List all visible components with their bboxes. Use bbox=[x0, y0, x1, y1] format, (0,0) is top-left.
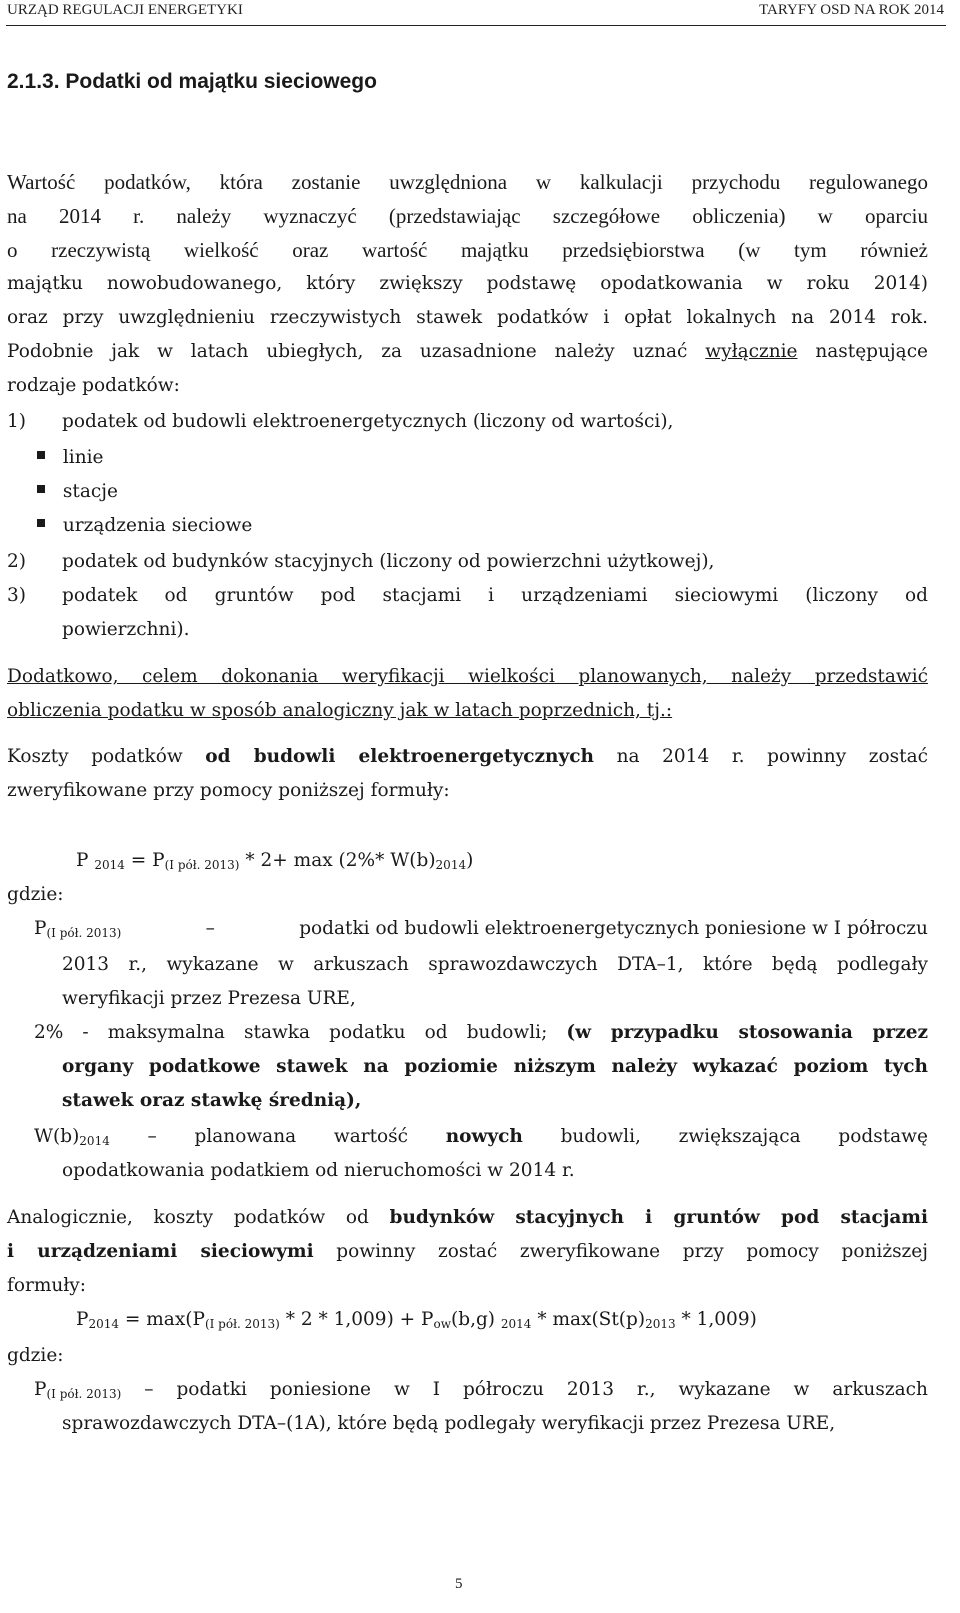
p4-text-a: Koszty podatków bbox=[7, 746, 183, 767]
p2-text-c: następujące bbox=[815, 341, 928, 362]
formula-1-sub-year: 2014 bbox=[94, 858, 125, 872]
formula-2-p: P bbox=[76, 1309, 89, 1330]
formula-2-t3: (b,g) bbox=[451, 1309, 501, 1330]
def1-line-3: weryfikacji przez Prezesa URE, bbox=[62, 988, 356, 1009]
def1-p: P bbox=[34, 918, 47, 939]
list-item-3: podatek od gruntów pod stacjami i urządzeniami sieciowymi (liczony od bbox=[62, 585, 928, 606]
def4-word: arkuszach bbox=[832, 1379, 928, 1400]
list-num-1: 1) bbox=[7, 411, 26, 432]
def4-word: 2013 bbox=[566, 1379, 614, 1400]
p3-line-1: Dodatkowo, celem dokonania weryfikacji wielkości planowanych, należy przedstawić bbox=[7, 666, 928, 687]
def2-text-a: 2% - maksymalna stawka podatku od budowli; bbox=[34, 1022, 548, 1043]
formula-2-t4: * max(St(p) bbox=[531, 1309, 646, 1330]
def3-symbol bbox=[34, 1122, 110, 1156]
header-left: URZĄD REGULACJI ENERGETYKI bbox=[7, 2, 243, 18]
def2-line-3 bbox=[62, 1086, 361, 1116]
list-num-2: 2) bbox=[7, 551, 26, 572]
def4-line-2: sprawozdawczych DTA–(1A), które będą podlegały weryfikacji przez Prezesa URE, bbox=[62, 1413, 836, 1434]
p4-bold: od budowli elektroenergetycznych bbox=[205, 746, 594, 767]
def4-symbol bbox=[34, 1375, 121, 1409]
bullet-text: linie bbox=[62, 447, 104, 468]
p5-text-a: Analogicznie, koszty podatków od bbox=[7, 1207, 369, 1228]
def3-word-f: zwiększająca bbox=[678, 1126, 801, 1147]
def4-word: I bbox=[432, 1379, 441, 1400]
def4-line-1 bbox=[34, 1375, 928, 1409]
def3-bold: nowych bbox=[445, 1126, 523, 1147]
p2-line-1 bbox=[7, 337, 928, 367]
formula-1-end: ) bbox=[466, 850, 474, 871]
p5-bold-1: budynków stacyjnych i gruntów pod stacjami bbox=[389, 1207, 928, 1228]
section-title: 2.1.3. Podatki od majątku sieciowego bbox=[7, 70, 377, 93]
p1-line-2: na 2014 r. należy wyznaczyć (przedstawiając szczegółowe obliczenia) w oparciu bbox=[7, 204, 928, 228]
def2-line-1 bbox=[34, 1018, 928, 1048]
square-bullet-icon bbox=[37, 519, 45, 527]
formula-1-p: P bbox=[76, 850, 89, 871]
p2-line-2: rodzaje podatków: bbox=[7, 375, 180, 396]
square-bullet-icon bbox=[37, 485, 45, 493]
formula-2-sub-5: 2013 bbox=[645, 1317, 676, 1331]
def2-bold: (w przypadku stosowania przez bbox=[566, 1022, 928, 1043]
formula-2 bbox=[76, 1305, 757, 1339]
p1-line-1: Wartość podatków, która zostanie uwzględniona w kalkulacji przychodu regulowanego bbox=[7, 170, 928, 194]
def3-word-c: wartość bbox=[333, 1126, 408, 1147]
def4-word: półroczu bbox=[462, 1379, 544, 1400]
list-num-3: 3) bbox=[7, 585, 26, 606]
def1-sub: (I pół. 2013) bbox=[46, 926, 122, 940]
bullet-text: urządzenia sieciowe bbox=[62, 515, 253, 536]
gdzie-label-2: gdzie: bbox=[7, 1345, 64, 1366]
def4-sub: (I pół. 2013) bbox=[46, 1387, 122, 1401]
def4-word: poniesione bbox=[269, 1379, 371, 1400]
def3-word-b: planowana bbox=[194, 1126, 297, 1147]
p1-line-3: o rzeczywistą wielkość oraz wartość majątku przedsiębiorstwa (w tym również bbox=[7, 238, 928, 262]
formula-2-sub-3: ow bbox=[433, 1317, 452, 1331]
p1-line-5: oraz przy uwzględnieniu rzeczywistych stawek podatków i opłat lokalnych na 2014 rok. bbox=[7, 307, 928, 328]
def4-word: – bbox=[144, 1379, 154, 1400]
def4-word: w bbox=[393, 1379, 410, 1400]
def2-bold-end: stawek oraz stawkę średnią), bbox=[62, 1090, 362, 1111]
page-number: 5 bbox=[455, 1576, 463, 1592]
bullet-item-3 bbox=[37, 511, 252, 541]
formula-1-eq: = P bbox=[124, 850, 165, 871]
def1-dash: – bbox=[205, 918, 215, 939]
list-item-2: podatek od budynków stacyjnych (liczony od powierzchni użytkowej), bbox=[62, 551, 715, 572]
p4-line-2: zweryfikowane przy pomocy poniższej formuły: bbox=[7, 780, 450, 801]
p5-line-3: formuły: bbox=[7, 1275, 86, 1296]
formula-1-mid: * 2+ max (2%* W(b) bbox=[239, 850, 436, 871]
header-rule bbox=[6, 25, 946, 26]
bullet-item-1 bbox=[37, 443, 104, 473]
list-item-1: podatek od budowli elektroenergetycznych (liczony od wartości), bbox=[62, 411, 674, 432]
formula-1-sub-wb: 2014 bbox=[435, 858, 467, 872]
bullet-text: stacje bbox=[62, 481, 118, 502]
def3-dash: – bbox=[147, 1126, 157, 1147]
gdzie-label-1: gdzie: bbox=[7, 884, 64, 905]
p3-line-2: obliczenia podatku w sposób analogiczny jak w latach poprzednich, tj.: bbox=[7, 700, 673, 721]
def1-symbol bbox=[34, 914, 121, 948]
def4-word: podatki bbox=[176, 1379, 247, 1400]
list-item-3-cont: powierzchni). bbox=[62, 619, 190, 640]
formula-1-sub-half: (I pół. 2013) bbox=[164, 858, 240, 872]
p2-emphasis: wyłącznie bbox=[705, 341, 798, 362]
def4-p: P bbox=[34, 1379, 47, 1400]
p4-text-c: na 2014 r. powinny zostać bbox=[616, 746, 928, 767]
def1-line-2: 2013 r., wykazane w arkuszach sprawozdawczych DTA–1, które będą podlegały bbox=[62, 954, 928, 975]
p5-line-2 bbox=[7, 1237, 928, 1267]
def3-w: W(b) bbox=[34, 1126, 80, 1147]
header-right: TARYFY OSD NA ROK 2014 bbox=[759, 2, 944, 18]
def3-word-e: budowli, bbox=[560, 1126, 641, 1147]
def1-text: podatki od budowli elektroenergetycznych poniesione w I półroczu bbox=[299, 918, 928, 939]
formula-2-sub-4: 2014 bbox=[500, 1317, 532, 1331]
p1-line-4: majątku nowobudowanego, który zwiększy podstawę opodatkowania w roku 2014) bbox=[7, 273, 928, 294]
p2-text-a: Podobnie jak w latach ubiegłych, za uzasadnione należy uznać bbox=[7, 341, 688, 362]
def3-line-2: opodatkowania podatkiem od nieruchomości w 2014 r. bbox=[62, 1160, 575, 1181]
p5-bold-2: i urządzeniami sieciowymi bbox=[7, 1241, 314, 1262]
p4-line-1 bbox=[7, 742, 928, 772]
formula-2-sub-2: (I pół. 2013) bbox=[204, 1317, 280, 1331]
square-bullet-icon bbox=[37, 451, 45, 459]
def3-sub: 2014 bbox=[79, 1134, 110, 1148]
formula-2-t5: * 1,009) bbox=[675, 1309, 757, 1330]
def4-word: wykazane bbox=[678, 1379, 771, 1400]
def3-word-g: podstawę bbox=[838, 1126, 928, 1147]
def4-word: r., bbox=[636, 1379, 656, 1400]
def4-word: w bbox=[793, 1379, 810, 1400]
bullet-item-2 bbox=[37, 477, 118, 507]
formula-2-sub-1: 2014 bbox=[88, 1317, 119, 1331]
p5-text-d: powinny zostać zweryfikowane przy pomocy poniższej bbox=[336, 1241, 928, 1262]
formula-1 bbox=[76, 846, 473, 880]
formula-2-t1: = max(P bbox=[119, 1309, 205, 1330]
def2-line-2: organy podatkowe stawek na poziomie niższym należy wykazać poziom tych bbox=[62, 1056, 928, 1077]
p5-line-1 bbox=[7, 1203, 928, 1233]
formula-2-t2: * 2 * 1,009) + P bbox=[279, 1309, 434, 1330]
def1-line-1 bbox=[34, 914, 928, 948]
def3-line-1 bbox=[34, 1122, 928, 1156]
